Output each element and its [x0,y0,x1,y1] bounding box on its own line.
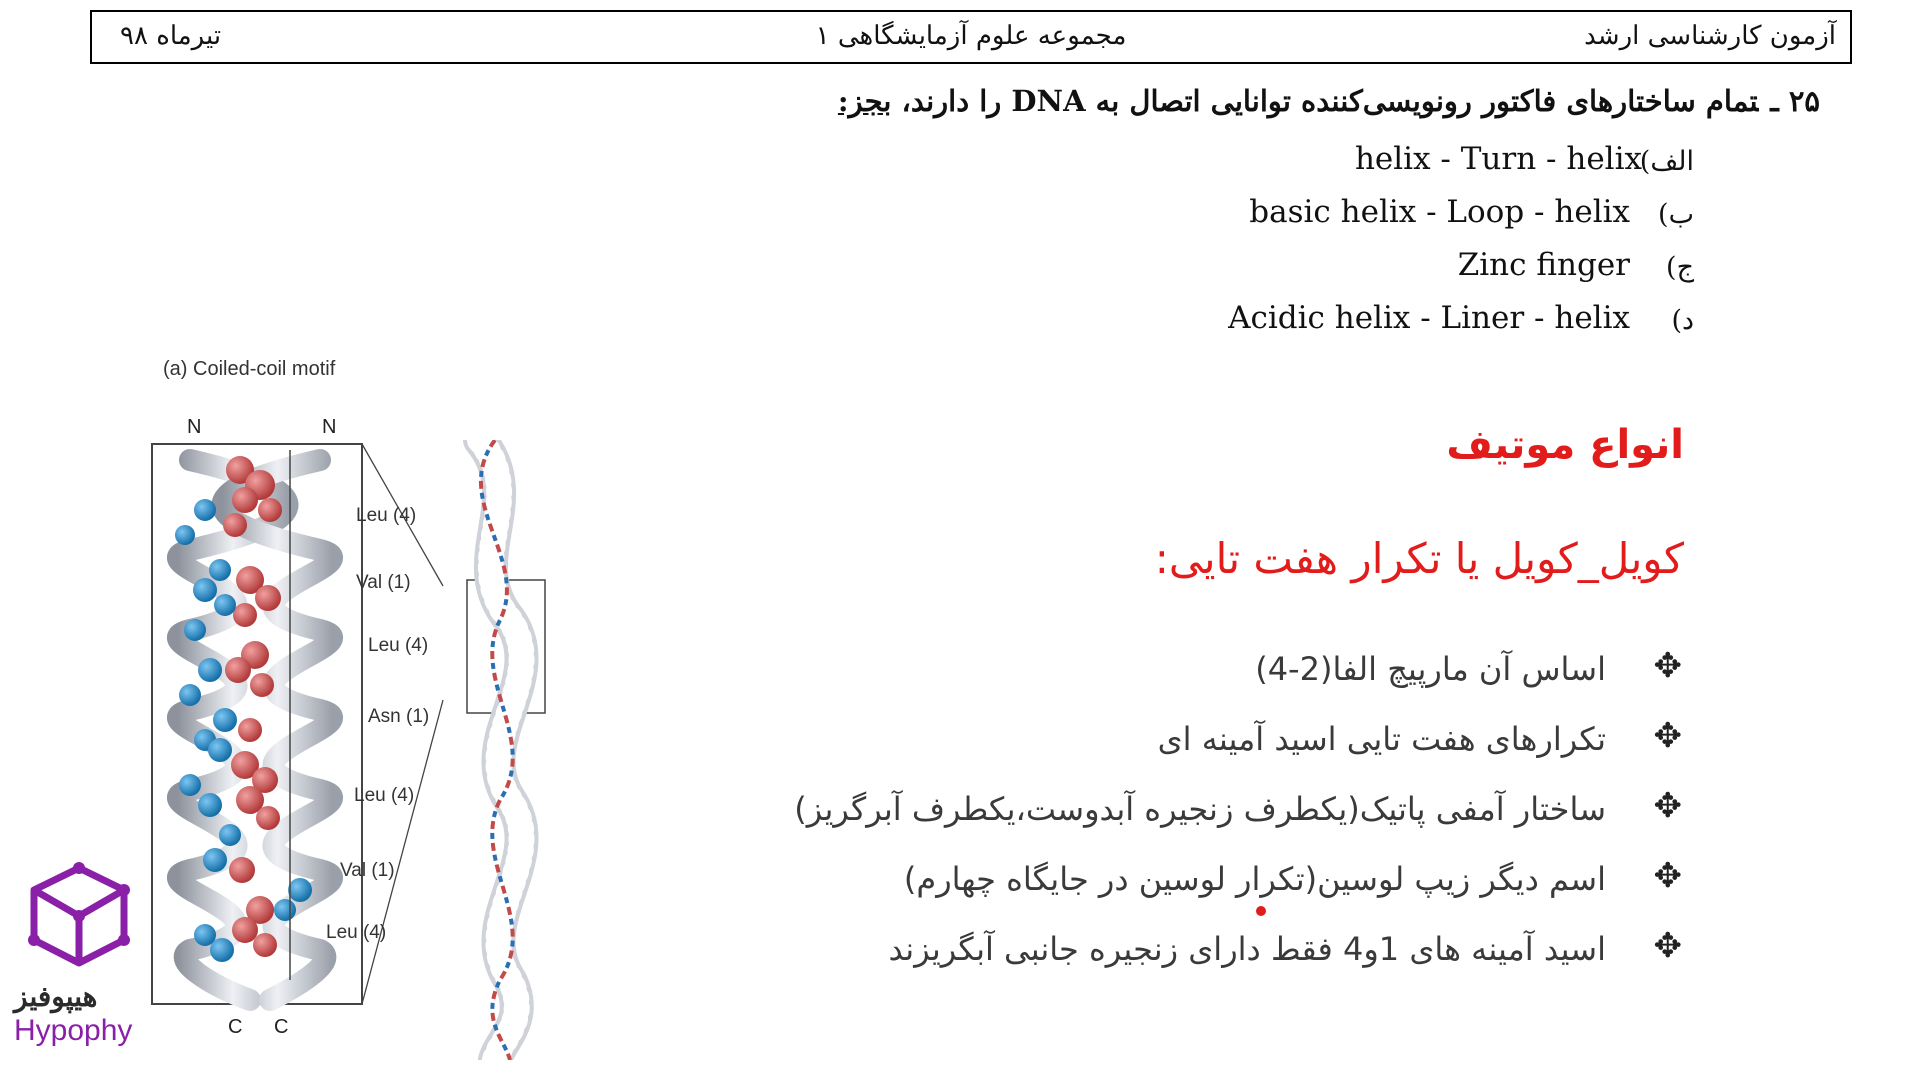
exam-title: آزمون کارشناسی ارشد [1584,21,1836,51]
option-letter-a: الف) [1639,146,1694,177]
figure-caption: (a) Coiled-coil motif [163,358,336,380]
zoom-line-bottom [362,700,443,1004]
motif-title: انواع موتیف [1446,422,1684,468]
bullet-icon: ✥ [1653,786,1682,826]
question-body: تمام ساختارهای فاکتور رونویسی‌کننده توانایی اتصال به DNA را دارند، [901,84,1759,118]
bullet-icon: ✥ [1653,856,1682,896]
bullet-4: اسم دیگر زیپ لوسین(تکرار لوسین در جایگاه چهارم) [903,860,1606,898]
n-terminus-label-left: N [187,416,202,438]
residue-label-4: Asn (1) [368,706,430,727]
option-d-text[interactable]: Acidic helix - Liner - helix [1228,300,1630,336]
bullet-1: اساس آن مارپیچ الفا(2-4) [1255,650,1606,688]
bullet-icon: ✥ [1653,716,1682,756]
option-letter-d: د) [1671,305,1694,336]
bullet-5: اسید آمینه های 1و4 فقط دارای زنجیره جانبی آبگریزند [888,930,1606,968]
pointer-dot [1256,906,1266,916]
exam-header [90,10,1852,64]
question-except: بجز: [837,84,892,118]
bullet-icon: ✥ [1653,926,1682,966]
exam-date: تیرماه ۹۸ [120,21,222,51]
residue-label-1: Leu (4) [356,505,417,526]
logo-text-en: Hypophy [14,1014,133,1047]
c-terminus-label-left: C [228,1016,243,1038]
residue-label-2: Val (1) [356,572,411,593]
subject-title: مجموعه علوم آزمایشگاهی ۱ [815,21,1127,51]
bullet-2: تکرارهای هفت تایی اسید آمینه ای [1157,720,1606,758]
hypophy-logo-icon [24,858,134,988]
option-a-text[interactable]: helix - Turn - helix [1354,141,1642,177]
logo-text-fa: هیپوفیز [14,981,98,1012]
c-terminus-label-right: C [274,1016,289,1038]
residue-label-5: Leu (4) [354,785,415,806]
n-terminus-label-right: N [322,416,337,438]
bullet-3: ساختار آمفی پاتیک(یکطرف زنجیره آبدوست،یکطرف آبرگریز) [794,790,1606,828]
residue-label-7: Leu (4) [326,922,387,943]
option-letter-c: ج) [1666,252,1694,283]
motif-subtitle: کویل_کویل یا تکرار هفت تایی: [1154,534,1684,583]
question-text [838,84,1820,118]
question-number: ۲۵ ـ [1770,84,1820,118]
residue-label-3: Leu (4) [368,635,429,656]
option-c-text[interactable]: Zinc finger [1457,247,1630,283]
coiled-coil-full-strand [480,440,522,1060]
option-letter-b: ب) [1658,199,1694,230]
coiled-coil-figure [150,440,550,1060]
option-b-text[interactable]: basic helix - Loop - helix [1249,194,1630,230]
residue-label-6: Val (1) [340,860,395,881]
bullet-icon: ✥ [1653,646,1682,686]
